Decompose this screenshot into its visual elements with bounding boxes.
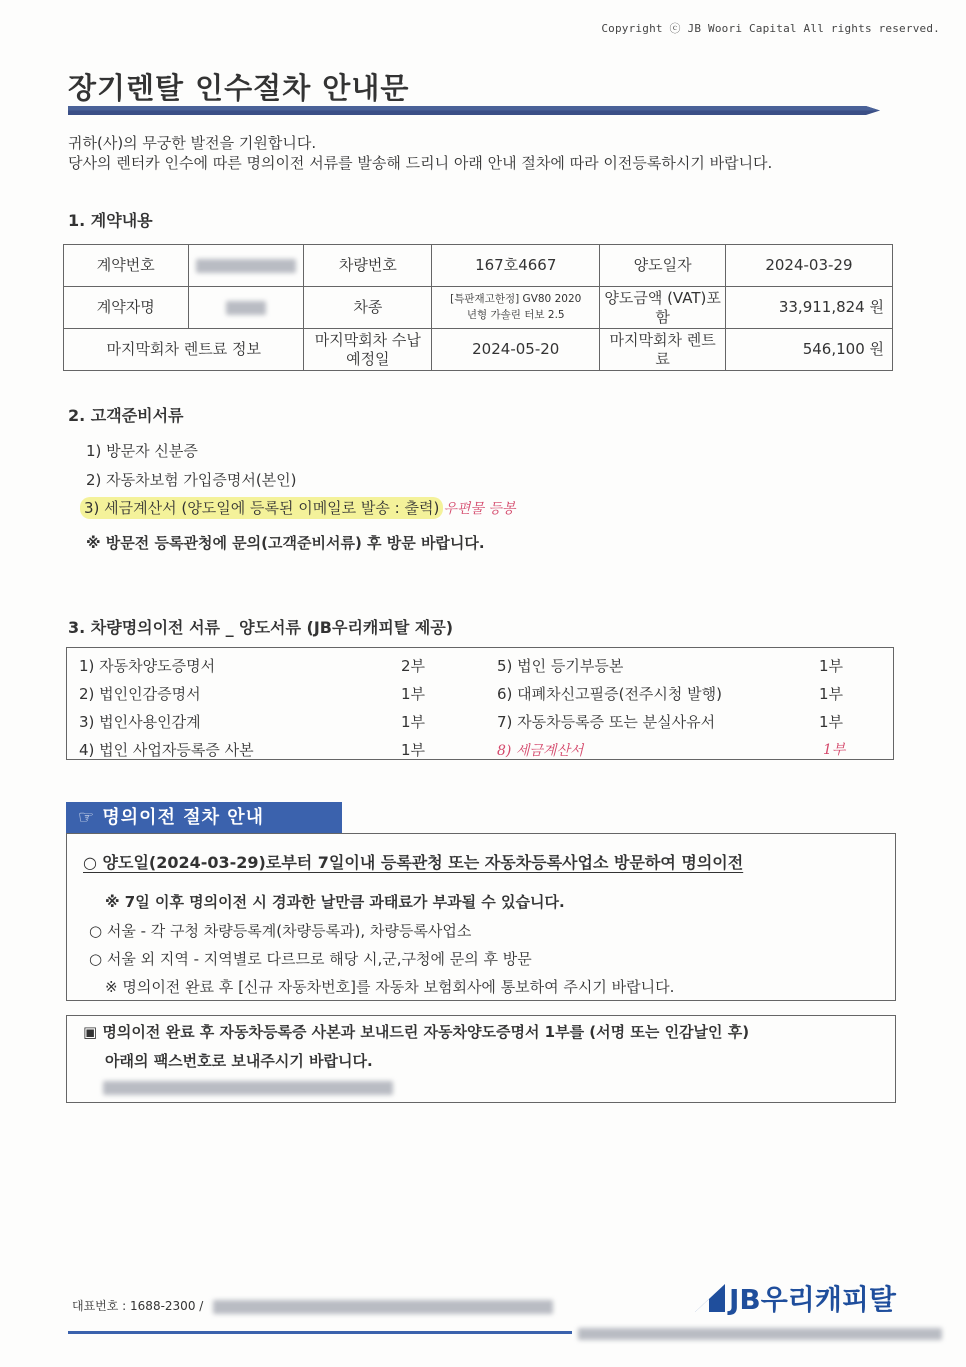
model-value [432,287,600,329]
handwritten-note: 우편물 등봉 [443,501,516,517]
footer-rule [68,1331,572,1334]
procedure-insurance-note: ※ 명의이전 완료 후 [신규 자동차번호]를 자동차 보험회사에 통보하여 주시기 바랍니다. [105,978,675,996]
customer-doc-item-highlighted [86,497,515,518]
transfer-date-label: 양도일자 [600,245,726,287]
last-rent-info-label: 마지막회차 렌트료 정보 [64,329,304,371]
plate-label: 차량번호 [304,245,432,287]
table-row [64,245,893,287]
transfer-docs-left-column [79,652,439,764]
list-item-handwritten: 8) 세금계산서 1부 [497,742,846,759]
fax-instruction-1: ▣ 명의이전 완료 후 자동차등록증 사본과 보내드린 자동차양도증명서 1부를 (서명 또는 인감날인 후) [83,1023,750,1041]
customer-doc-item: 2) 자동차보험 가입증명서(본인) [86,471,297,489]
transfer-date-value: 2024-03-29 [725,245,892,287]
section-transfer-docs-heading: 3. 차량명의이전 서류 _ 양도서류 (JB우리캐피탈 제공) [68,618,454,637]
contract-table [63,244,893,371]
contract-no-label: 계약번호 [64,245,189,287]
contractor-value [188,287,304,329]
intro-greeting: 귀하(사)의 무궁한 발전을 기원합니다. [68,134,317,152]
section-customer-docs-heading: 2. 고객준비서류 [68,406,184,425]
list-item: 4) 법인 사업자등록증 사본 1부 [79,741,426,759]
list-item: 7) 자동차등록증 또는 분실사유서 1부 [497,713,844,731]
model-label: 차종 [304,287,432,329]
amount-value: 33,911,824 원 [725,287,892,329]
last-due-value: 2024-05-20 [432,329,600,371]
page-title: 장기렌탈 인수절차 안내문 [68,71,410,105]
highlighted-tax-invoice: 3) 세금계산서 (양도일에 등록된 이메일로 발송 : 출력) [80,497,443,519]
last-due-label: 마지막회차 수납예정일 [304,329,432,371]
procedure-outside-seoul: ○ 서울 외 지역 - 지역별로 다르므로 해당 시,군,구청에 문의 후 방문 [89,950,532,968]
list-item: 1) 자동차양도증명서 2부 [79,657,426,675]
fax-box [66,1015,896,1103]
procedure-box [66,833,896,1001]
list-item: 6) 대폐차신고필증(전주시청 발행) 1부 [497,685,844,703]
section-contract-heading: 1. 계약내용 [68,211,153,230]
footer-phone: 대표번호 : 1688-2300 / [72,1297,553,1314]
logo-mark-icon [695,1284,725,1312]
procedure-seoul: ○ 서울 - 각 구청 차량등록계(차량등록과), 차량등록사업소 [89,922,472,940]
model-line-2: 년형 가솔린 터보 2.5 [466,308,565,321]
plate-value: 167호4667 [432,245,600,287]
transfer-docs-right-column [497,652,877,764]
fax-instruction-2: 아래의 팩스번호로 보내주시기 바랍니다. [105,1052,373,1070]
last-rent-label: 마지막회차 렌트료 [600,329,726,371]
table-row [64,287,893,329]
redacted-footer-info [578,1328,942,1340]
list-item: 3) 법인사용인감계 1부 [79,713,426,731]
title-underline-bar [68,106,880,115]
contract-no-value [188,245,304,287]
table-row [64,329,893,371]
procedure-warning: ※ 7일 이후 명의이전 시 경과한 날만큼 과태료가 부과될 수 있습니다. [105,893,565,911]
last-rent-value: 546,100 원 [725,329,892,371]
customer-doc-item: 1) 방문자 신분증 [86,442,198,460]
procedure-tab-heading: ☞ 명의이전 절차 안내 [66,802,342,834]
redacted-contractor [226,301,266,315]
model-line-1: [특판재고한정] GV80 2020 [450,293,582,306]
transfer-docs-box [66,647,894,760]
list-item: 2) 법인인감증명서 1부 [79,685,426,703]
redacted-fax-number [103,1081,393,1095]
redacted-contract-no [196,259,296,273]
amount-label: 양도금액 (VAT)포함 [600,287,726,329]
intro-instruction: 당사의 렌터카 인수에 따른 명의이전 서류를 발송해 드리니 아래 안내 절차에 따라 이전등록하시기 바랍니다. [68,154,773,172]
list-item: 5) 법인 등기부등본 1부 [497,657,844,675]
visit-note: ※ 방문전 등록관청에 문의(고객준비서류) 후 방문 바랍니다. [86,534,485,552]
redacted-address [213,1300,553,1314]
company-logo: JB우리캐피탈 [695,1278,896,1318]
copyright-notice: Copyright ⓒ JB Woori Capital All rights reserved. [601,22,940,35]
contractor-label: 계약자명 [64,287,189,329]
procedure-main: ○ 양도일(2024-03-29)로부터 7일이내 등록관청 또는 자동차등록사업소 방문하여 명의이전 [83,853,744,872]
